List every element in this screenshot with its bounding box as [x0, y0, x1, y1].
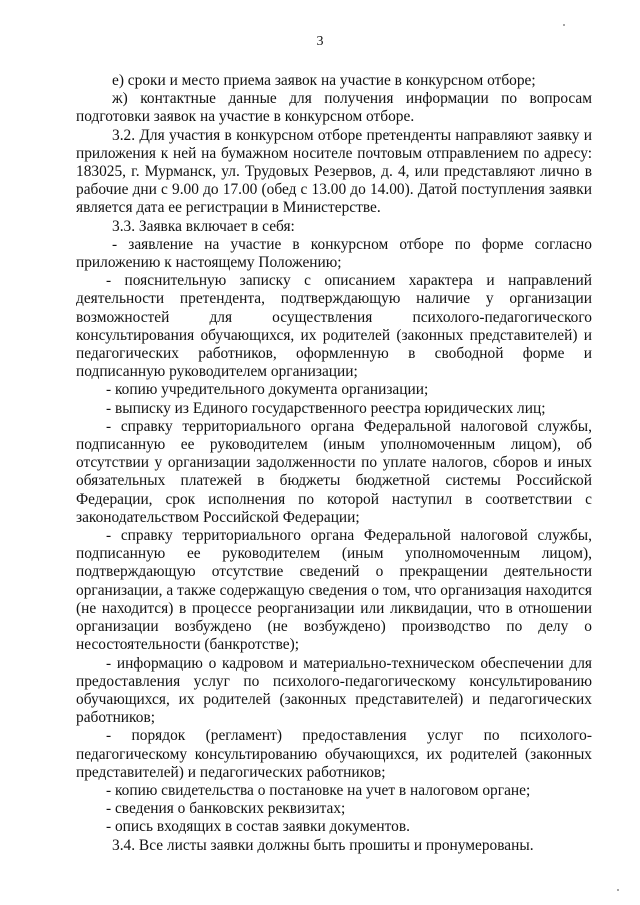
list-item-registry-extract: - выписку из Единого государственного реестра юридических лиц; [106, 399, 546, 417]
scan-speck [563, 24, 565, 26]
list-item-charter-copy: - копию учредительного документа организации; [106, 381, 429, 399]
list-item-tax-registration-copy: - копию свидетельства о постановке на учет в налоговом органе; [106, 781, 531, 799]
list-item-tax-status-certificate: - справку территориального органа Федеральной налоговой службы, подписанную ее руководителем (иным уполномоченным лицом), подтверждающую отсутствие сведений о прекращении деятельности организации, а также содержащую сведения о том, что организация находится (не находится) в процессе реорганизации или ликвидации, что в отношении организации возбуждено (не возбуждено) производство по делу о несостоятельности (банкротстве); [76, 527, 592, 654]
document-body [76, 72, 592, 855]
list-item-application: - заявление на участие в конкурсном отборе по форме согласно приложению к настоящему Положению; [76, 235, 592, 272]
list-item-bank-details: - сведения о банковских реквизитах; [106, 800, 346, 818]
list-item-tax-debt-certificate: - справку территориального органа Федеральной налоговой службы, подписанную ее руководителем (иным уполномоченным лицом), об отсутствии у организации задолженности по уплате налогов, сборов и иных обязательных платежей в бюджеты бюджетной системы Российской Федерации, срок исполнения по которой наступил в соответствии с законодательством Российской Федерации; [76, 417, 592, 526]
paragraph-3-3: 3.3. Заявка включает в себя: [112, 217, 295, 235]
scan-speck [617, 889, 619, 891]
list-item-procedure: - порядок (регламент) предоставления услуг по психолого-педагогическому консультированию обучающихся, их родителей (законных представителей) и педагогических работников; [76, 727, 592, 781]
paragraph-3-2: 3.2. Для участия в конкурсном отборе претенденты направляют заявку и приложения к ней на бумажном носителе почтовым отправлением по адресу: 183025, г. Мурманск, ул. Трудовых Резервов, д. 4, или представляют лично в рабочие дни с 9.00 до 17.00 (обед с 13.00 до 14.00). Датой поступления заявки является дата ее регистрации в Министерстве. [76, 126, 592, 217]
paragraph-3-4: 3.4. Все листы заявки должны быть прошиты и пронумерованы. [112, 836, 534, 854]
list-item-inventory: - опись входящих в состав заявки документов. [106, 818, 410, 836]
list-item-staff-info: - информацию о кадровом и материально-техническом обеспечении для предоставления услуг по психолого-педагогическому консультированию обучающихся, их родителей (законных представителей) и педагогических работников; [76, 654, 592, 727]
paragraph-item-zh: ж) контактные данные для получения информации по вопросам подготовки заявок на участие в конкурсном отборе. [76, 90, 592, 126]
page-number: 3 [316, 34, 324, 49]
list-item-explanatory-note: - пояснительную записку с описанием характера и направлений деятельности претендента, подтверждающую наличие у организации возможностей для осуществления психолого-педагогического консультирования обучающихся, их родителей (законных представителей) и педагогических работников, оформленную в свободной форме и подписанную руководителем организации; [76, 272, 592, 381]
paragraph-item-e: е) сроки и место приема заявок на участие в конкурсном отборе; [112, 72, 536, 89]
